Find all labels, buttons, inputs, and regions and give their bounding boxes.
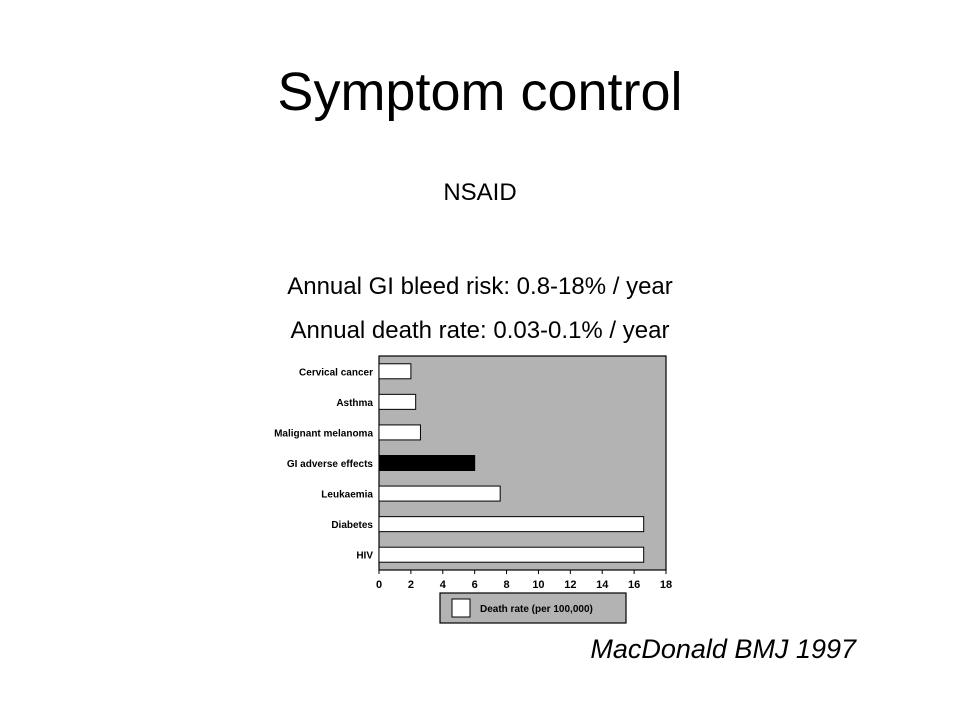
x-tick-label-12: 12 (564, 579, 577, 591)
x-tick-label-2: 2 (407, 579, 414, 591)
legend-swatch (452, 599, 470, 617)
x-tick-label-4: 4 (439, 579, 446, 591)
category-label-cervical-cancer: Cervical cancer (299, 367, 373, 379)
category-label-hiv: HIV (356, 550, 373, 562)
category-label-diabetes: Diabetes (331, 520, 373, 532)
bar-malignant-melanoma (379, 425, 420, 440)
bar-gi-adverse-effects (379, 456, 475, 471)
slide-subtitle: NSAID (443, 179, 517, 206)
x-tick-label-14: 14 (596, 579, 609, 591)
gi-bleed-risk-line: Annual GI bleed risk: 0.8-18% / year (287, 273, 673, 300)
x-tick-label-0: 0 (375, 579, 383, 591)
category-label-asthma: Asthma (336, 397, 373, 409)
legend-label: Death rate (per 100,000) (480, 604, 593, 615)
bar-asthma (379, 394, 416, 409)
x-tick-label-10: 10 (532, 579, 545, 591)
death-rate-line: Annual death rate: 0.03-0.1% / year (290, 317, 670, 344)
x-tick-label-6: 6 (471, 579, 478, 591)
category-label-gi-adverse-effects: GI adverse effects (286, 459, 373, 470)
x-tick-label-8: 8 (503, 579, 510, 591)
category-label-malignant-melanoma: Malignant melanoma (274, 428, 373, 440)
category-label-leukaemia: Leukaemia (321, 489, 373, 501)
bar-diabetes (379, 517, 644, 532)
bar-leukaemia (379, 486, 500, 501)
x-tick-label-16: 16 (627, 579, 641, 591)
bar-cervical-cancer (379, 364, 411, 379)
slide-title: Symptom control (277, 62, 683, 122)
bar-hiv (379, 547, 644, 562)
x-tick-label-18: 18 (659, 579, 673, 591)
citation: MacDonald BMJ 1997 (590, 634, 856, 664)
